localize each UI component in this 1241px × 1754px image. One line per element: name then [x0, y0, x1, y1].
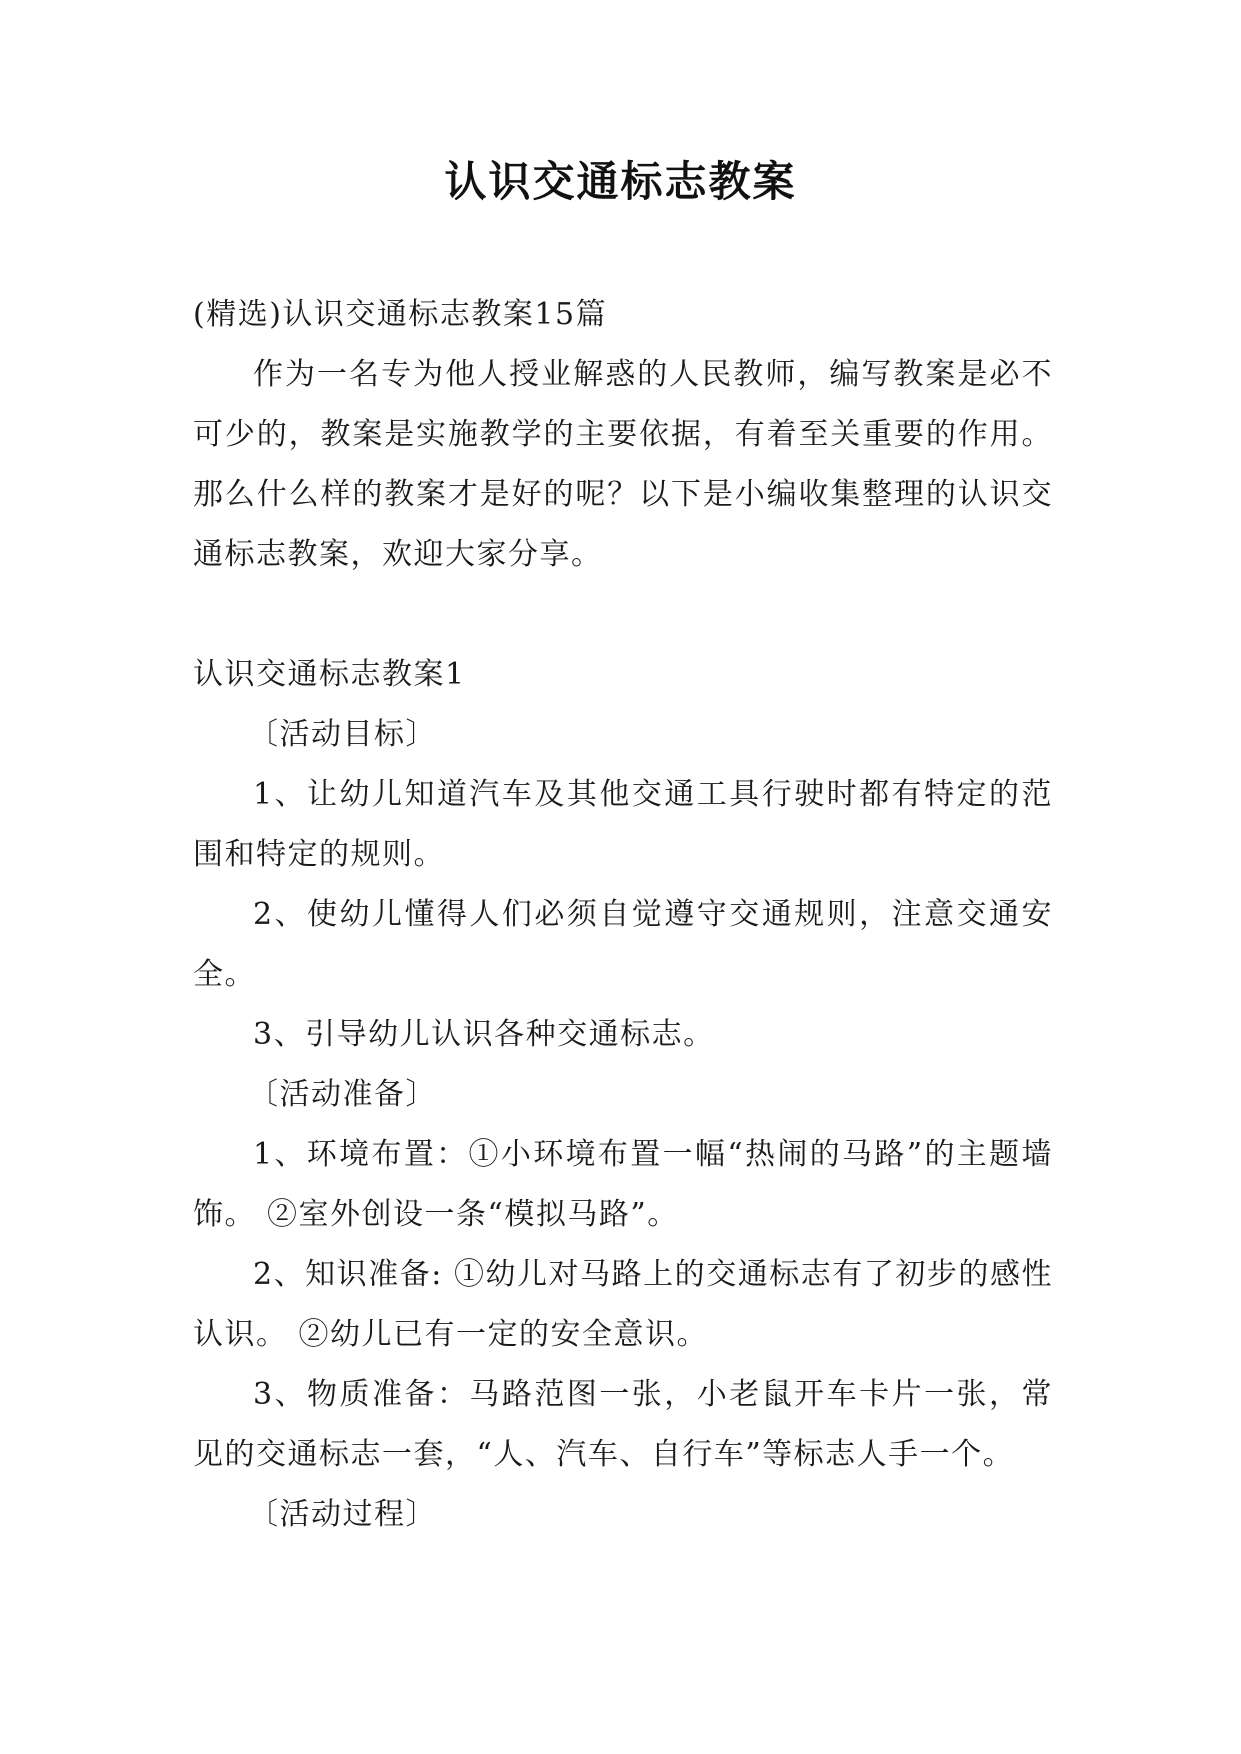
prep-heading: 〔活动准备〕 [248, 1077, 437, 1112]
paragraph-gap [193, 585, 1053, 645]
prep-item: 2、知识准备: ①幼儿对马路上的交通标志有了初步的感性认识。 ②幼儿已有一定的安全意识。 [193, 1257, 1053, 1352]
document-body [193, 285, 1053, 1545]
document-subtitle: (精选)认识交通标志教案15篇 [193, 297, 608, 332]
prep-item: 1、环境布置：①小环境布置一幅“热闹的马路”的主题墙饰。 ②室外创设一条“模拟马路”。 [193, 1137, 1053, 1232]
goals-heading: 〔活动目标〕 [248, 717, 437, 752]
process-heading: 〔活动过程〕 [248, 1497, 437, 1532]
goal-item: 1、让幼儿知道汽车及其他交通工具行驶时都有特定的范围和特定的规则。 [193, 777, 1053, 872]
section-heading: 认识交通标志教案1 [193, 657, 466, 692]
prep-item: 3、物质准备：马路范图一张，小老鼠开车卡片一张，常见的交通标志一套，“人、汽车、自行车”等标志人手一个。 [193, 1377, 1053, 1472]
document-title: 认识交通标志教案 [444, 157, 797, 206]
goal-item: 2、使幼儿懂得人们必须自觉遵守交通规则，注意交通安全。 [193, 897, 1053, 992]
intro-paragraph: 作为一名专为他人授业解惑的人民教师，编写教案是必不可少的，教案是实施教学的主要依据，有着至关重要的作用。那么什么样的教案才是好的呢？以下是小编收集整理的认识交通标志教案，欢迎大家分享。 [193, 357, 1053, 572]
goal-item: 3、引导幼儿认识各种交通标志。 [253, 1017, 715, 1052]
